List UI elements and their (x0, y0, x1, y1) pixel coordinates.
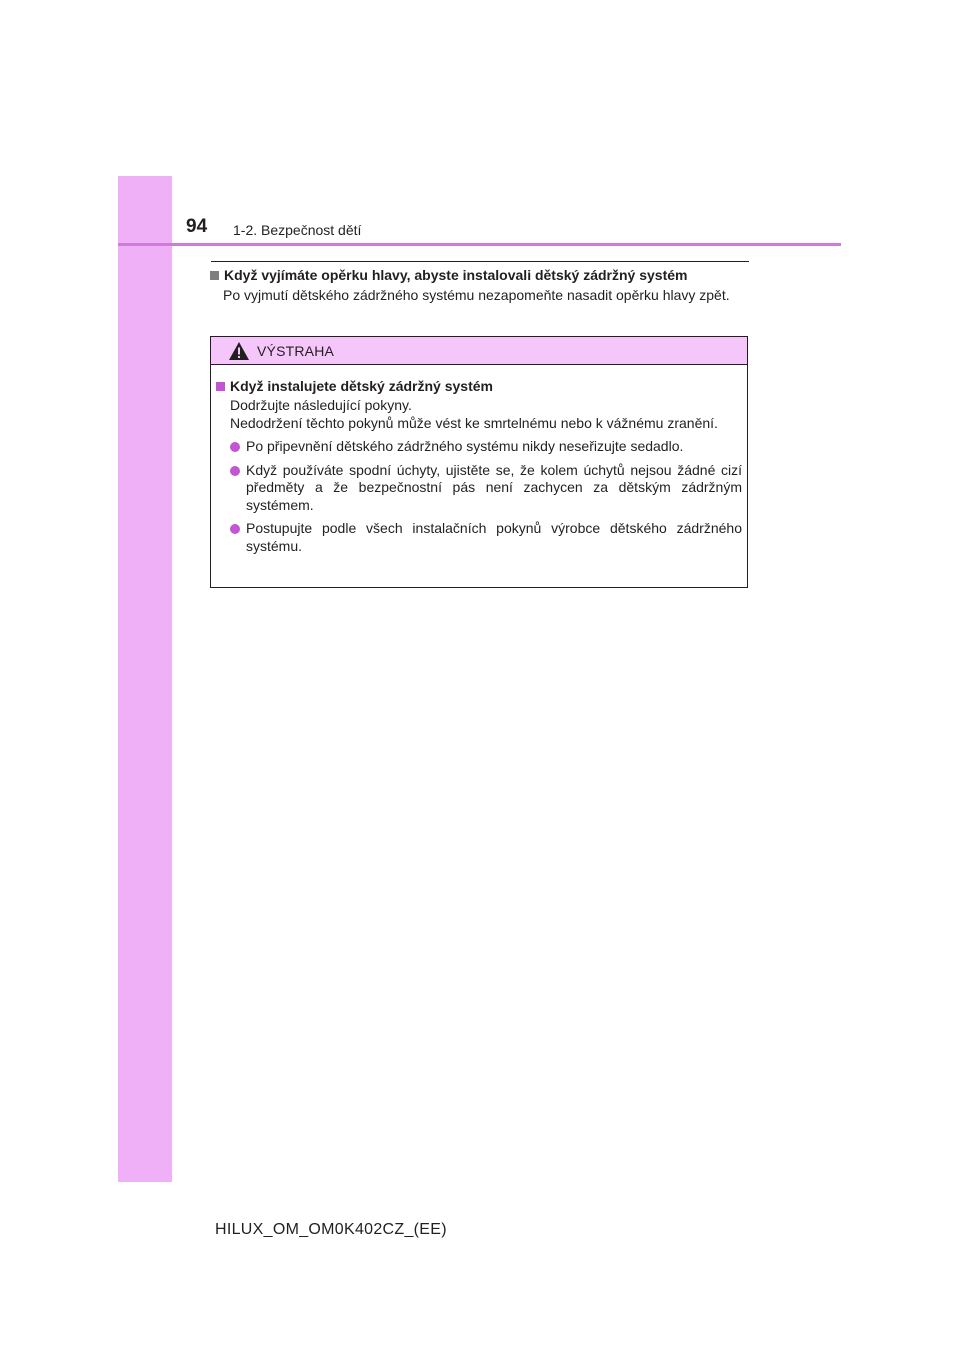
header-rule (118, 243, 841, 246)
section-body: Po vyjmutí dětského zádržného systému nezapomeňte nasadit opěrku hlavy zpět. (223, 287, 730, 303)
list-item (216, 462, 742, 515)
list-item (216, 520, 742, 555)
list-item-text: Postupujte podle všech instalačních pokynů výrobce dětského zádržného systému. (246, 520, 742, 554)
section-divider (211, 261, 749, 262)
warning-triangle-icon (228, 341, 250, 361)
square-bullet-icon (210, 271, 219, 280)
warning-heading-text: Když instalujete dětský zádržný systém (230, 378, 493, 394)
list-item-text: Po připevnění dětského zádržného systému nikdy neseřizujte sedadlo. (246, 438, 684, 454)
warning-intro-line-1: Dodržujte následující pokyny. (230, 397, 412, 413)
dot-bullet-icon (230, 442, 240, 452)
section-heading-text: Když vyjímáte opěrku hlavy, abyste instalovali dětský zádržný systém (224, 267, 688, 283)
warning-heading (216, 377, 742, 395)
warning-header (211, 337, 747, 365)
dot-bullet-icon (230, 524, 240, 534)
section (210, 266, 748, 304)
warning-box (210, 336, 748, 588)
side-tab-bar (118, 176, 172, 1182)
list-item-text: Když používáte spodní úchyty, ujistěte se, že kolem úchytů nejsou žádné cizí předměty a že bezpečnostní pás není zachycen za dětským zádržným systémem. (246, 461, 742, 513)
list-item (216, 438, 742, 456)
dot-bullet-icon (230, 466, 240, 476)
warning-content (211, 365, 747, 555)
section-heading (210, 266, 748, 284)
warning-bullet-list (216, 438, 742, 555)
document-code: HILUX_OM_OM0K402CZ_(EE) (215, 1221, 447, 1238)
warning-intro (230, 396, 742, 432)
chapter-title: 1-2. Bezpečnost dětí (233, 222, 362, 238)
square-bullet-icon (216, 382, 225, 391)
warning-label: VÝSTRAHA (257, 342, 335, 359)
warning-intro-line-2: Nedodržení těchto pokynů může vést ke smrtelnému nebo k vážnému zranění. (230, 415, 718, 431)
page-number: 94 (186, 216, 208, 237)
